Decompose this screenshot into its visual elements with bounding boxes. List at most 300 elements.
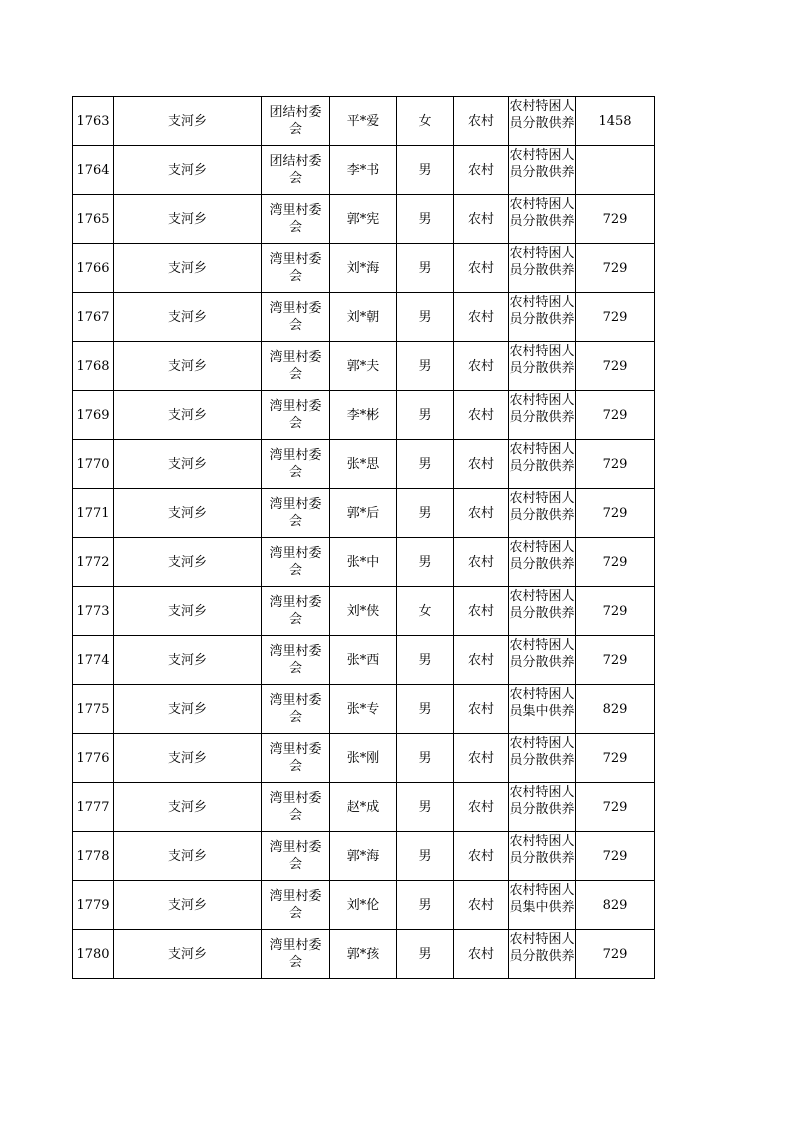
cell-support-category-text: 农村特困人员分散供养 [509,442,575,474]
cell-person-name-text: 张*专 [346,701,380,717]
cell-amount-text: 729 [602,505,628,521]
cell-serial-number-text: 1770 [76,456,110,472]
cell-gender-text: 男 [418,652,432,668]
cell-person-name [330,293,397,342]
cell-person-name-text: 郭*海 [346,848,380,864]
cell-gender-text: 男 [418,407,432,423]
cell-township [114,587,262,636]
cell-township [114,783,262,832]
cell-serial-number-text: 1776 [76,750,110,766]
cell-gender-text: 男 [418,309,432,325]
cell-residence-type-text: 农村 [467,554,494,570]
cell-village-committee [262,538,330,587]
cell-amount [576,440,655,489]
cell-support-category-text: 农村特困人员分散供养 [509,785,575,817]
cell-residence-type [454,342,509,391]
cell-residence-type [454,97,509,146]
cell-village-committee-text: 湾里村委会 [269,497,322,529]
cell-support-category [509,391,576,440]
cell-amount [576,195,655,244]
cell-serial-number-text: 1763 [76,113,110,129]
cell-residence-type-text: 农村 [467,407,494,423]
cell-person-name-text: 刘*朝 [346,309,380,325]
cell-amount-text: 729 [602,848,628,864]
cell-person-name [330,587,397,636]
cell-village-committee [262,146,330,195]
cell-serial-number [73,930,114,979]
cell-serial-number-text: 1777 [76,799,110,815]
cell-support-category [509,244,576,293]
cell-amount [576,244,655,293]
cell-support-category-text: 农村特困人员分散供养 [509,736,575,768]
cell-gender [397,734,454,783]
cell-serial-number [73,440,114,489]
cell-support-category-text: 农村特困人员分散供养 [509,197,575,229]
cell-village-committee [262,930,330,979]
cell-township-text: 支河乡 [167,799,207,815]
cell-residence-type-text: 农村 [467,652,494,668]
cell-township [114,146,262,195]
cell-gender [397,538,454,587]
cell-amount [576,587,655,636]
cell-township [114,881,262,930]
cell-support-category-text: 农村特困人员集中供养 [509,883,575,915]
table-row [73,146,655,195]
cell-gender [397,244,454,293]
cell-gender [397,146,454,195]
cell-township [114,685,262,734]
table-row [73,97,655,146]
cell-serial-number [73,881,114,930]
cell-residence-type [454,685,509,734]
cell-residence-type-text: 农村 [467,946,494,962]
cell-amount [576,734,655,783]
table-row [73,636,655,685]
cell-serial-number [73,685,114,734]
cell-residence-type-text: 农村 [467,358,494,374]
cell-person-name-text: 张*刚 [346,750,380,766]
cell-support-category-text: 农村特困人员分散供养 [509,148,575,180]
cell-support-category-text: 农村特困人员分散供养 [509,638,575,670]
cell-amount-text: 729 [602,799,628,815]
table-row [73,881,655,930]
cell-village-committee [262,881,330,930]
cell-residence-type-text: 农村 [467,603,494,619]
cell-gender [397,930,454,979]
cell-residence-type-text: 农村 [467,113,494,129]
table-row [73,244,655,293]
cell-residence-type-text: 农村 [467,260,494,276]
cell-amount [576,832,655,881]
cell-serial-number [73,244,114,293]
cell-township-text: 支河乡 [167,456,207,472]
cell-gender-text: 男 [418,701,432,717]
cell-residence-type [454,195,509,244]
cell-village-committee [262,440,330,489]
cell-village-committee-text: 湾里村委会 [269,791,322,823]
cell-person-name-text: 郭*后 [346,505,380,521]
cell-township-text: 支河乡 [167,407,207,423]
cell-amount-text: 729 [602,554,628,570]
cell-support-category [509,636,576,685]
cell-residence-type [454,538,509,587]
cell-township [114,342,262,391]
cell-residence-type [454,489,509,538]
cell-serial-number-text: 1771 [76,505,110,521]
cell-village-committee-text: 湾里村委会 [269,350,322,382]
cell-residence-type [454,146,509,195]
cell-amount [576,293,655,342]
cell-residence-type-text: 农村 [467,701,494,717]
cell-village-committee [262,342,330,391]
cell-amount [576,97,655,146]
cell-residence-type-text: 农村 [467,750,494,766]
cell-township-text: 支河乡 [167,603,207,619]
cell-village-committee-text: 湾里村委会 [269,693,322,725]
cell-amount-text: 829 [602,701,628,717]
table-row [73,440,655,489]
cell-township-text: 支河乡 [167,260,207,276]
cell-village-committee [262,97,330,146]
cell-gender-text: 女 [418,603,432,619]
cell-village-committee [262,293,330,342]
cell-township-text: 支河乡 [167,848,207,864]
cell-amount-text: 829 [602,897,628,913]
cell-serial-number [73,783,114,832]
cell-gender-text: 男 [418,848,432,864]
cell-person-name [330,734,397,783]
cell-amount [576,391,655,440]
cell-person-name [330,146,397,195]
cell-residence-type-text: 农村 [467,897,494,913]
cell-support-category [509,342,576,391]
cell-serial-number-text: 1769 [76,407,110,423]
cell-amount [576,489,655,538]
cell-person-name-text: 张*思 [346,456,380,472]
cell-village-committee-text: 湾里村委会 [269,644,322,676]
cell-amount-text: 729 [602,750,628,766]
cell-village-committee [262,587,330,636]
cell-serial-number [73,734,114,783]
cell-township-text: 支河乡 [167,505,207,521]
table-row [73,195,655,244]
cell-gender [397,440,454,489]
cell-gender [397,342,454,391]
cell-amount-text: 729 [602,358,628,374]
cell-residence-type-text: 农村 [467,309,494,325]
cell-support-category [509,783,576,832]
cell-township [114,636,262,685]
cell-village-committee-text: 湾里村委会 [269,742,322,774]
cell-serial-number-text: 1774 [76,652,110,668]
cell-residence-type [454,636,509,685]
cell-serial-number-text: 1778 [76,848,110,864]
cell-serial-number [73,342,114,391]
cell-township [114,391,262,440]
cell-village-committee-text: 湾里村委会 [269,448,322,480]
cell-residence-type-text: 农村 [467,456,494,472]
cell-support-category-text: 农村特困人员分散供养 [509,246,575,278]
cell-person-name [330,832,397,881]
cell-village-committee [262,195,330,244]
cell-support-category-text: 农村特困人员分散供养 [509,295,575,327]
cell-township [114,97,262,146]
cell-serial-number-text: 1767 [76,309,110,325]
cell-gender [397,293,454,342]
cell-person-name [330,636,397,685]
cell-gender [397,685,454,734]
cell-residence-type-text: 农村 [467,211,494,227]
cell-township [114,538,262,587]
cell-village-committee-text: 湾里村委会 [269,840,322,872]
cell-gender-text: 男 [418,358,432,374]
cell-support-category [509,293,576,342]
cell-person-name-text: 刘*侠 [346,603,380,619]
cell-village-committee [262,685,330,734]
cell-gender [397,587,454,636]
cell-serial-number [73,489,114,538]
table-row [73,930,655,979]
cell-village-committee-text: 湾里村委会 [269,595,322,627]
table-row [73,783,655,832]
cell-support-category [509,146,576,195]
cell-township [114,734,262,783]
cell-gender-text: 男 [418,554,432,570]
cell-gender [397,832,454,881]
cell-residence-type [454,440,509,489]
cell-serial-number-text: 1764 [76,162,110,178]
cell-village-committee-text: 湾里村委会 [269,252,322,284]
cell-township-text: 支河乡 [167,897,207,913]
cell-village-committee-text: 湾里村委会 [269,399,322,431]
cell-township-text: 支河乡 [167,358,207,374]
cell-person-name [330,489,397,538]
table-row [73,391,655,440]
cell-support-category-text: 农村特困人员分散供养 [509,344,575,376]
cell-township [114,440,262,489]
cell-gender [397,783,454,832]
cell-serial-number-text: 1773 [76,603,110,619]
cell-gender [397,881,454,930]
cell-amount-text: 1458 [598,113,632,129]
cell-support-category [509,538,576,587]
cell-township-text: 支河乡 [167,113,207,129]
cell-amount [576,342,655,391]
cell-gender [397,391,454,440]
cell-gender-text: 男 [418,505,432,521]
cell-amount [576,538,655,587]
cell-serial-number-text: 1766 [76,260,110,276]
cell-support-category [509,881,576,930]
cell-serial-number [73,832,114,881]
cell-person-name [330,244,397,293]
cell-support-category-text: 农村特困人员分散供养 [509,932,575,964]
cell-amount-text: 729 [602,652,628,668]
cell-residence-type-text: 农村 [467,505,494,521]
cell-serial-number [73,146,114,195]
cell-village-committee [262,244,330,293]
cell-serial-number [73,391,114,440]
cell-amount [576,881,655,930]
table-row [73,587,655,636]
cell-person-name-text: 刘*伦 [346,897,380,913]
cell-village-committee [262,489,330,538]
cell-residence-type [454,587,509,636]
cell-support-category [509,97,576,146]
cell-amount [576,783,655,832]
cell-gender-text: 男 [418,946,432,962]
cell-gender-text: 男 [418,799,432,815]
cell-amount-text: 729 [602,309,628,325]
cell-township-text: 支河乡 [167,750,207,766]
cell-person-name [330,538,397,587]
cell-amount [576,685,655,734]
cell-amount-text: 729 [602,260,628,276]
cell-residence-type [454,881,509,930]
cell-gender-text: 男 [418,260,432,276]
cell-serial-number [73,538,114,587]
cell-amount-text: 729 [602,211,628,227]
cell-residence-type [454,832,509,881]
cell-person-name-text: 刘*海 [346,260,380,276]
cell-gender [397,489,454,538]
cell-residence-type-text: 农村 [467,848,494,864]
cell-gender-text: 男 [418,750,432,766]
table-row [73,538,655,587]
cell-support-category-text: 农村特困人员分散供养 [509,491,575,523]
cell-support-category-text: 农村特困人员分散供养 [509,834,575,866]
cell-township-text: 支河乡 [167,946,207,962]
cell-support-category [509,587,576,636]
cell-person-name [330,391,397,440]
cell-serial-number-text: 1765 [76,211,110,227]
table-row [73,734,655,783]
cell-person-name [330,881,397,930]
cell-amount-text: 729 [602,456,628,472]
cell-serial-number-text: 1775 [76,701,110,717]
table-row [73,832,655,881]
cell-person-name-text: 张*西 [346,652,380,668]
cell-support-category-text: 农村特困人员集中供养 [509,687,575,719]
cell-township [114,244,262,293]
cell-township-text: 支河乡 [167,701,207,717]
cell-residence-type-text: 农村 [467,162,494,178]
cell-person-name-text: 郭*孩 [346,946,380,962]
cell-person-name-text: 李*书 [346,162,380,178]
cell-township-text: 支河乡 [167,162,207,178]
cell-person-name [330,195,397,244]
cell-support-category [509,930,576,979]
cell-serial-number [73,293,114,342]
cell-amount-text: 729 [602,407,628,423]
cell-support-category-text: 农村特困人员分散供养 [509,393,575,425]
cell-person-name-text: 郭*宪 [346,211,380,227]
cell-gender-text: 女 [418,113,432,129]
cell-serial-number-text: 1772 [76,554,110,570]
cell-person-name [330,930,397,979]
cell-township-text: 支河乡 [167,309,207,325]
cell-village-committee [262,391,330,440]
cell-amount [576,930,655,979]
cell-residence-type [454,244,509,293]
cell-support-category-text: 农村特困人员分散供养 [509,589,575,621]
cell-village-committee [262,636,330,685]
cell-village-committee-text: 湾里村委会 [269,546,322,578]
cell-support-category [509,489,576,538]
table-row [73,342,655,391]
cell-serial-number [73,195,114,244]
cell-serial-number-text: 1779 [76,897,110,913]
table-row [73,489,655,538]
cell-village-committee [262,783,330,832]
cell-amount [576,146,655,195]
cell-village-committee [262,832,330,881]
cell-support-category-text: 农村特困人员分散供养 [509,99,575,131]
cell-gender [397,97,454,146]
cell-person-name-text: 李*彬 [346,407,380,423]
cell-support-category [509,440,576,489]
cell-person-name-text: 张*中 [346,554,380,570]
cell-residence-type [454,783,509,832]
cell-village-committee-text: 湾里村委会 [269,938,322,970]
cell-township [114,832,262,881]
cell-township [114,195,262,244]
cell-person-name [330,97,397,146]
cell-village-committee-text: 湾里村委会 [269,203,322,235]
cell-township-text: 支河乡 [167,652,207,668]
table-row [73,685,655,734]
cell-person-name-text: 平*爱 [346,113,380,129]
cell-village-committee-text: 团结村委会 [269,105,322,137]
cell-person-name [330,685,397,734]
cell-support-category [509,734,576,783]
cell-person-name-text: 郭*夫 [346,358,380,374]
cell-village-committee [262,734,330,783]
cell-township [114,293,262,342]
cell-support-category [509,832,576,881]
cell-serial-number [73,587,114,636]
cell-township-text: 支河乡 [167,211,207,227]
cell-person-name [330,783,397,832]
cell-township [114,489,262,538]
cell-village-committee-text: 团结村委会 [269,154,322,186]
cell-gender-text: 男 [418,456,432,472]
records-table [72,96,655,979]
cell-gender [397,195,454,244]
cell-person-name [330,342,397,391]
cell-residence-type-text: 农村 [467,799,494,815]
cell-support-category [509,685,576,734]
cell-township [114,930,262,979]
cell-support-category-text: 农村特困人员分散供养 [509,540,575,572]
cell-gender-text: 男 [418,162,432,178]
cell-gender [397,636,454,685]
cell-amount [576,636,655,685]
cell-village-committee-text: 湾里村委会 [269,301,322,333]
cell-gender-text: 男 [418,211,432,227]
records-table-body [73,97,655,979]
cell-support-category [509,195,576,244]
cell-village-committee-text: 湾里村委会 [269,889,322,921]
cell-residence-type [454,293,509,342]
cell-serial-number [73,97,114,146]
table-row [73,293,655,342]
cell-residence-type [454,391,509,440]
cell-person-name [330,440,397,489]
cell-amount-text: 729 [602,603,628,619]
cell-residence-type [454,930,509,979]
cell-residence-type [454,734,509,783]
